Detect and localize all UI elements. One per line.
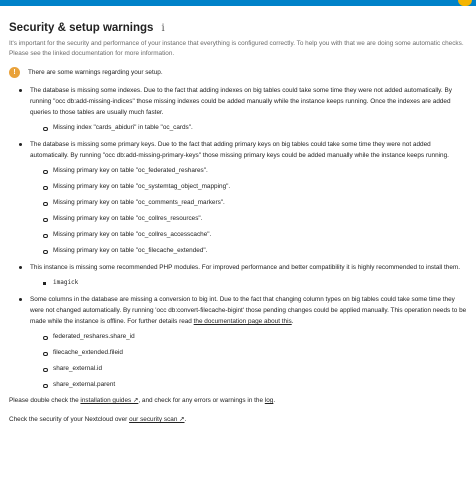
header-bar — [0, 0, 476, 6]
list-item: Missing primary key on table "oc_systemtag_object_mapping". — [30, 182, 467, 192]
list-item: filecache_extended.fileid — [30, 348, 467, 358]
footer-check-line — [9, 396, 467, 406]
warning-text: The database is missing some indexes. Due to the fact that adding indexes on big tables could take some time they were not added automatically. By running "occ db:add-missing-indices" those missing indexes could be added manually while the instance keeps running. Once the indexes are added queries to those tables are usually much faster. — [30, 87, 452, 116]
page-title: Security & setup warnings — [9, 22, 154, 34]
warning-icon: ! — [9, 67, 20, 78]
warning-text: Some columns in the database are missing a conversion to big int. Due to the fact that changing column types on big tables could take some time they were not changed automatically. By running 'occ db:convert-filecache-bigint' those pending changes could be applied manually. This operation needs to be made while the instance is offline. For further details read — [30, 296, 467, 325]
warning-summary — [9, 67, 467, 78]
warning-summary-text: There are some warnings regarding your setup. — [28, 69, 163, 76]
warning-list — [9, 85, 467, 390]
intro-text: It's important for the security and performance of your instance that everything is configured correctly. To help you with that we are doing some automatic checks. Please see the linked documentation for more information. — [9, 40, 464, 57]
list-item: Missing primary key on table "oc_federated_reshares". — [30, 166, 467, 176]
security-section — [9, 22, 467, 425]
list-item: Missing primary key on table "oc_filecache_extended". — [30, 246, 467, 256]
documentation-link[interactable]: the documentation page about this — [193, 318, 292, 325]
footer-security-line — [9, 415, 467, 425]
footer-text: Check the security of your Nextcloud over — [9, 416, 130, 423]
footer-text: , and check for any errors or warnings in the — [138, 397, 265, 404]
list-item: federated_reshares.share_id — [30, 332, 467, 342]
list-item: share_external.id — [30, 364, 467, 374]
list-item: Missing primary key on table "oc_comments_read_markers". — [30, 198, 467, 208]
list-item: Missing index "cards_abiduri" in table "oc_cards". — [30, 123, 467, 133]
list-item: Missing primary key on table "oc_collres_resources". — [30, 214, 467, 224]
warning-php-modules — [9, 262, 467, 288]
installation-guides-link[interactable]: installation guides ↗ — [80, 397, 139, 404]
section-heading — [9, 22, 467, 34]
warning-text: This instance is missing some recommended PHP modules. For improved performance and better compatibility it is highly recommended to install them. — [30, 264, 461, 271]
punctuation: . — [291, 318, 294, 325]
footer-text: . — [273, 397, 276, 404]
app-logo-icon[interactable] — [458, 0, 472, 6]
warning-missing-indexes — [9, 85, 467, 133]
footer-text: . — [184, 416, 187, 423]
security-scan-link[interactable]: our security scan ↗ — [129, 416, 185, 423]
list-item: Missing primary key on table "oc_collres_accesscache". — [30, 230, 467, 240]
list-item — [30, 278, 467, 288]
warning-bigint — [9, 294, 467, 390]
footer-text: Please double check the — [9, 397, 81, 404]
log-link[interactable]: log — [264, 397, 274, 404]
module-name: imagick — [53, 279, 79, 286]
info-icon[interactable]: i — [161, 22, 165, 34]
warning-text: The database is missing some primary keys. Due to the fact that adding primary keys on big tables could take some time they were not added automatically. By running "occ db:add-missing-primary-keys" those missing primary keys could be added manually while the instance keeps running. — [30, 141, 449, 159]
warning-missing-primary-keys — [9, 139, 467, 256]
list-item: share_external.parent — [30, 380, 467, 390]
